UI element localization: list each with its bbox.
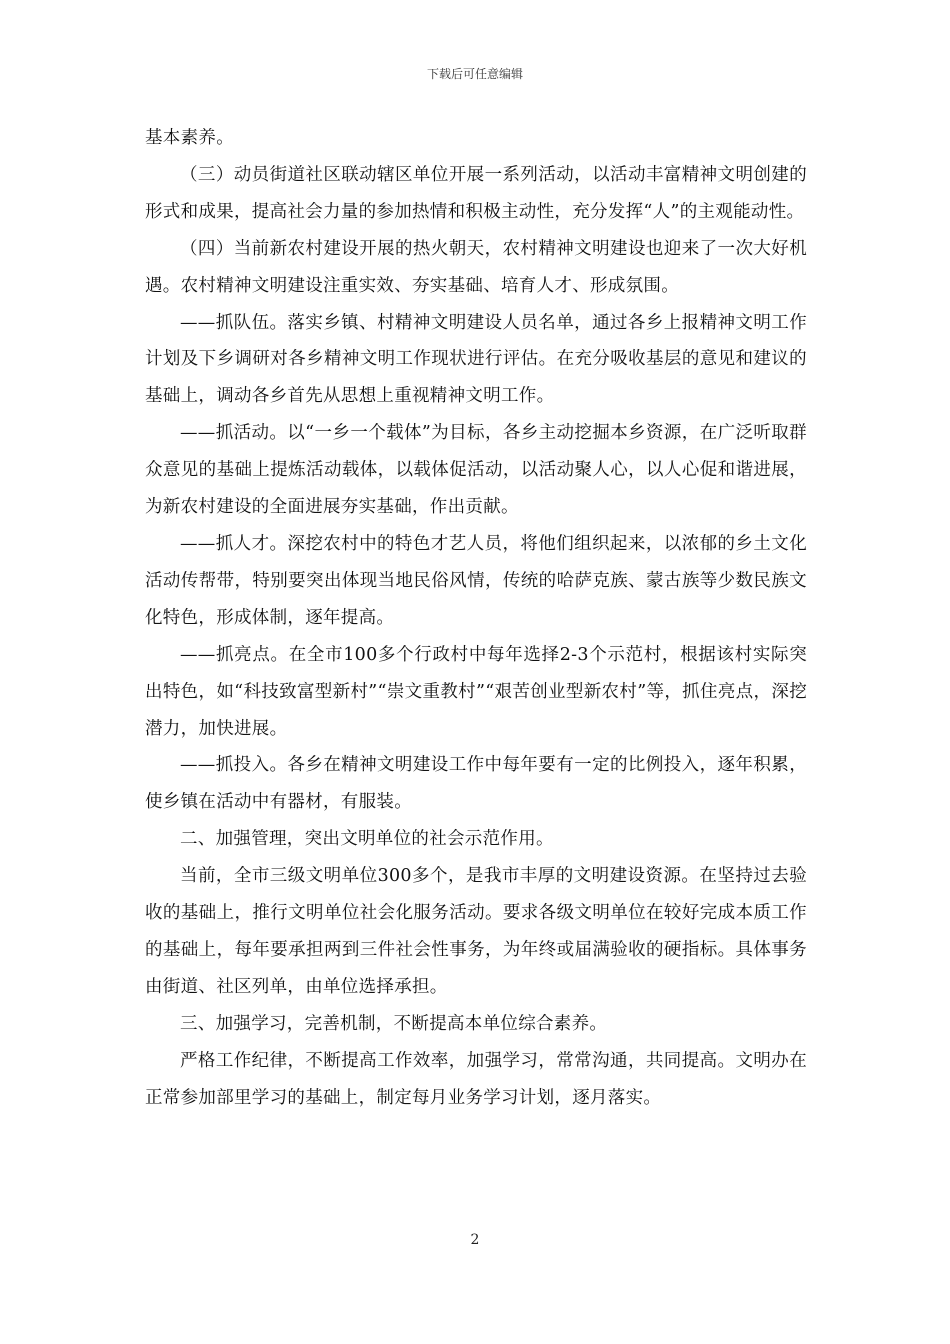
paragraph-item-4: （四）当前新农村建设开展的热火朝天，农村精神文明建设也迎来了一次大好机遇。农村精神文明建设注重实效、夯实基础、培育人才、形成氛围。 xyxy=(145,238,807,296)
section-heading-3: 三、加强学习，完善机制，不断提高本单位综合素养。 xyxy=(180,1013,608,1034)
paragraph-activities: ——抓活动。以“一乡一个载体”为目标，各乡主动挖掘本乡资源，在广泛听取群众意见的基础上提炼活动载体，以载体促活动，以活动聚人心，以人心促和谐进展，为新农村建设的全面进展夯实基础，作出贡献。 xyxy=(145,423,807,518)
document-body xyxy=(145,120,807,1116)
paragraph-highlights: ——抓亮点。在全市100多个行政村中每年选择2-3个示范村，根据该村实际突出特色，如“科技致富型新村”“崇文重教村”“艰苦创业型新农村”等，抓住亮点，深挖潜力，加快进展。 xyxy=(145,644,807,739)
paragraph-discipline: 严格工作纪律，不断提高工作效率，加强学习，常常沟通，共同提高。文明办在正常参加部里学习的基础上，制定每月业务学习计划，逐月落实。 xyxy=(145,1050,807,1108)
page-number: 2 xyxy=(470,1232,480,1248)
page-header: 下载后可任意编辑 xyxy=(426,67,523,81)
paragraph-investment: ——抓投入。各乡在精神文明建设工作中每年要有一定的比例投入，逐年积累，使乡镇在活动中有器材，有服装。 xyxy=(145,755,807,813)
paragraph-team: ——抓队伍。落实乡镇、村精神文明建设人员名单，通过各乡上报精神文明工作计划及下乡调研对各乡精神文明工作现状进行评估。在充分吸收基层的意见和建议的基础上，调动各乡首先从思想上重视精神文明工作。 xyxy=(145,312,807,407)
paragraph-basic-quality: 基本素养。 xyxy=(145,128,234,148)
paragraph-talent: ——抓人才。深挖农村中的特色才艺人员，将他们组织起来，以浓郁的乡土文化活动传帮带，特别要突出体现当地民俗风情，传统的哈萨克族、蒙古族等少数民族文化特色，形成体制，逐年提高。 xyxy=(145,533,807,628)
paragraph-civilized-units: 当前，全市三级文明单位300多个，是我市丰厚的文明建设资源。在坚持过去验收的基础上，推行文明单位社会化服务活动。要求各级文明单位在较好完成本质工作的基础上，每年要承担两到三件社会性事务，为年终或届满验收的硬指标。具体事务由街道、社区列单，由单位选择承担。 xyxy=(145,866,807,997)
paragraph-item-3: （三）动员街道社区联动辖区单位开展一系列活动，以活动丰富精神文明创建的形式和成果，提高社会力量的参加热情和积极主动性，充分发挥“人”的主观能动性。 xyxy=(145,164,807,222)
section-heading-2: 二、加强管理，突出文明单位的社会示范作用。 xyxy=(180,829,554,850)
